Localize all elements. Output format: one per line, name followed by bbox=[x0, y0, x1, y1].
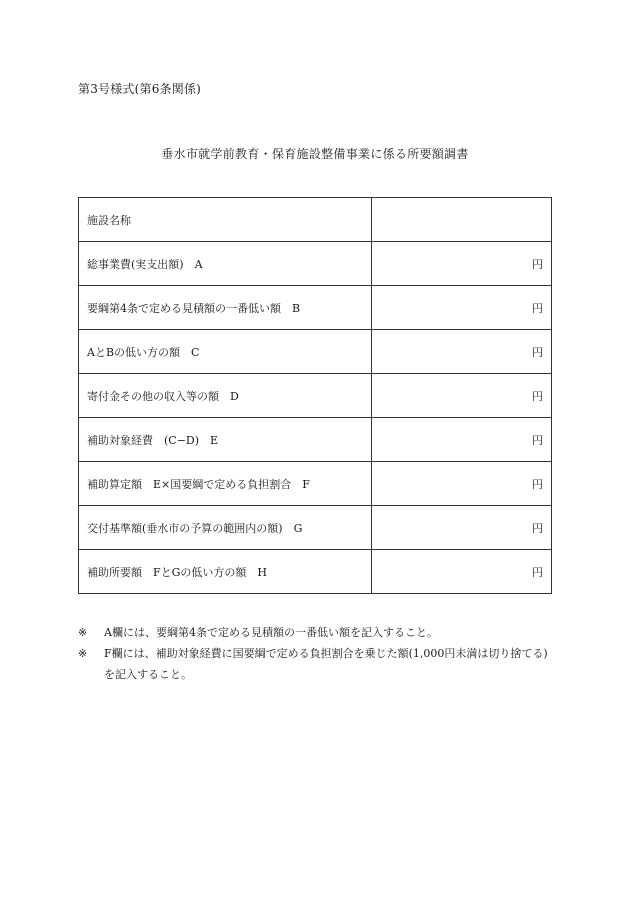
row-label: 補助対象経費 (C−D) E bbox=[79, 418, 372, 462]
table-row bbox=[79, 506, 552, 550]
table-row bbox=[79, 418, 552, 462]
row-value-field[interactable]: 円 bbox=[372, 550, 552, 594]
note-item bbox=[78, 643, 554, 685]
table-row bbox=[79, 286, 552, 330]
row-label: 補助算定額 E×国要綱で定める負担割合 F bbox=[79, 462, 372, 506]
cost-table bbox=[78, 197, 552, 594]
table-row bbox=[79, 550, 552, 594]
row-label: 要綱第4条で定める見積額の一番低い額 B bbox=[79, 286, 372, 330]
row-label: AとBの低い方の額 C bbox=[79, 330, 372, 374]
row-value-field[interactable]: 円 bbox=[372, 242, 552, 286]
row-value-field[interactable]: 円 bbox=[372, 330, 552, 374]
form-number: 第3号様式(第6条関係) bbox=[78, 82, 202, 96]
table-row bbox=[79, 374, 552, 418]
row-value-field[interactable]: 円 bbox=[372, 374, 552, 418]
row-value-field[interactable]: 円 bbox=[372, 286, 552, 330]
table-row bbox=[79, 330, 552, 374]
row-label: 補助所要額 FとGの低い方の額 H bbox=[79, 550, 372, 594]
note-item bbox=[78, 622, 554, 643]
row-value-field[interactable]: 円 bbox=[372, 418, 552, 462]
note-mark: ※ bbox=[78, 626, 88, 639]
row-label: 総事業費(実支出額) A bbox=[79, 242, 372, 286]
row-label: 交付基準額(垂水市の予算の範囲内の額) G bbox=[79, 506, 372, 550]
table-row bbox=[79, 198, 552, 242]
row-value-field[interactable] bbox=[372, 198, 552, 242]
row-value-field[interactable]: 円 bbox=[372, 462, 552, 506]
document-title: 垂水市就学前教育・保育施設整備事業に係る所要額調書 bbox=[161, 147, 469, 161]
row-label: 寄付金その他の収入等の額 D bbox=[79, 374, 372, 418]
row-value-field[interactable]: 円 bbox=[372, 506, 552, 550]
note-text: A欄には、要綱第4条で定める見積額の一番低い額を記入すること。 bbox=[104, 626, 438, 639]
row-label: 施設名称 bbox=[79, 198, 372, 242]
notes bbox=[78, 622, 554, 685]
table-row bbox=[79, 462, 552, 506]
table-row bbox=[79, 242, 552, 286]
note-text: F欄には、補助対象経費に国要綱で定める負担割合を乗じた額(1,000円未満は切り捨てる)を記入すること。 bbox=[104, 647, 548, 681]
note-mark: ※ bbox=[78, 647, 88, 660]
